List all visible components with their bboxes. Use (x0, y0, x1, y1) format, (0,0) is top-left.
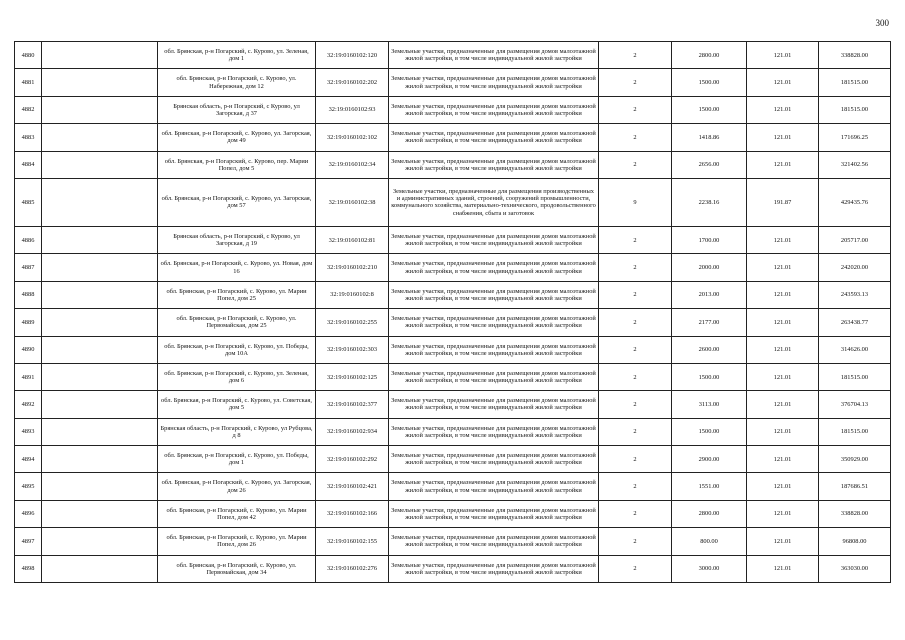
row-number-cell: 4886 (15, 226, 42, 253)
specific-value-cell: 121.01 (747, 446, 819, 473)
row-number-cell: 4885 (15, 178, 42, 226)
address-cell: обл. Брянская, р-н Погарский, с. Курово, ул. Победы, дом 1 (158, 446, 316, 473)
row-number-cell: 4893 (15, 418, 42, 445)
cadastral-value-cell: 181515.00 (819, 69, 891, 96)
land-use-purpose-cell: Земельные участки, предназначенные для размещения домов малоэтажной жилой застройки, в том числе индивидуальной жилой застройки (389, 363, 599, 390)
row-number-cell: 4894 (15, 446, 42, 473)
use-group-code-cell: 2 (599, 124, 672, 151)
area-cell: 1500.00 (672, 96, 747, 123)
specific-value-cell: 121.01 (747, 42, 819, 69)
cadastral-value-cell: 187686.51 (819, 473, 891, 500)
address-cell: обл. Брянская, р-н Погарский, с. Курово, ул. Зеленая, дом 6 (158, 363, 316, 390)
row-number-cell: 4888 (15, 281, 42, 308)
specific-value-cell: 121.01 (747, 69, 819, 96)
row-number-cell: 4895 (15, 473, 42, 500)
address-cell: обл. Брянская, р-н Погарский, с. Курово, ул. Новая, дом 16 (158, 254, 316, 281)
table-row (15, 528, 891, 555)
address-cell: обл. Брянская, р-н Погарский, с. Курово, ул. Советская, дом 5 (158, 391, 316, 418)
cadastral-value-cell: 242020.00 (819, 254, 891, 281)
address-cell: обл. Брянская, р-н Погарский, с. Курово, ул. Первомайская, дом 25 (158, 309, 316, 336)
address-cell: обл. Брянская, р-н Погарский, с. Курово, ул. Зеленая, дом 1 (158, 42, 316, 69)
area-cell: 2000.00 (672, 254, 747, 281)
table-row (15, 151, 891, 178)
cadastral-value-cell: 205717.00 (819, 226, 891, 253)
use-group-code-cell: 2 (599, 254, 672, 281)
area-cell: 800.00 (672, 528, 747, 555)
use-group-code-cell: 2 (599, 69, 672, 96)
land-use-purpose-cell: Земельные участки, предназначенные для размещения домов малоэтажной жилой застройки, в том числе индивидуальной жилой застройки (389, 151, 599, 178)
specific-value-cell: 121.01 (747, 500, 819, 527)
table-row (15, 42, 891, 69)
address-cell: обл. Брянская, р-н Погарский, с. Курово, ул. Марии Попел, дом 26 (158, 528, 316, 555)
table-row (15, 309, 891, 336)
row-number-cell: 4892 (15, 391, 42, 418)
cadastral-value-cell: 243593.13 (819, 281, 891, 308)
specific-value-cell: 121.01 (747, 151, 819, 178)
specific-value-cell: 121.01 (747, 309, 819, 336)
blank-cell (42, 309, 158, 336)
cadastral-value-cell: 181515.00 (819, 363, 891, 390)
cadastral-number-cell: 32:19:0160102:81 (316, 226, 389, 253)
row-number-cell: 4890 (15, 336, 42, 363)
area-cell: 3113.00 (672, 391, 747, 418)
cadastral-value-cell: 263438.77 (819, 309, 891, 336)
cadastral-number-cell: 32:19:0160102:8 (316, 281, 389, 308)
area-cell: 2656.00 (672, 151, 747, 178)
table-row (15, 281, 891, 308)
land-use-purpose-cell: Земельные участки, предназначенные для размещения производственных и административных зданий, строений, сооружений промышленности, коммунального хозяйства, материально-технического, продовольственного снабжения, сбыта и заготовок (389, 178, 599, 226)
use-group-code-cell: 2 (599, 555, 672, 582)
use-group-code-cell: 2 (599, 151, 672, 178)
land-use-purpose-cell: Земельные участки, предназначенные для размещения домов малоэтажной жилой застройки, в том числе индивидуальной жилой застройки (389, 528, 599, 555)
area-cell: 1500.00 (672, 418, 747, 445)
blank-cell (42, 363, 158, 390)
table-row (15, 226, 891, 253)
land-use-purpose-cell: Земельные участки, предназначенные для размещения домов малоэтажной жилой застройки, в том числе индивидуальной жилой застройки (389, 446, 599, 473)
row-number-cell: 4881 (15, 69, 42, 96)
cadastral-value-cell: 338828.00 (819, 500, 891, 527)
cadastral-number-cell: 32:19:0160102:421 (316, 473, 389, 500)
specific-value-cell: 121.01 (747, 124, 819, 151)
area-cell: 2600.00 (672, 336, 747, 363)
use-group-code-cell: 2 (599, 446, 672, 473)
address-cell: обл. Брянская, р-н Погарский, с. Курово, ул. Набережная, дом 12 (158, 69, 316, 96)
land-use-purpose-cell: Земельные участки, предназначенные для размещения домов малоэтажной жилой застройки, в том числе индивидуальной жилой застройки (389, 69, 599, 96)
row-number-cell: 4897 (15, 528, 42, 555)
address-cell: обл. Брянская, р-н Погарский, с. Курово, ул. Загорская, дом 26 (158, 473, 316, 500)
table-row (15, 473, 891, 500)
cadastral-number-cell: 32:19:0160102:34 (316, 151, 389, 178)
row-number-cell: 4884 (15, 151, 42, 178)
address-cell: обл. Брянская, р-н Погарский, с. Курово, ул. Марии Попел, дом 42 (158, 500, 316, 527)
row-number-cell: 4880 (15, 42, 42, 69)
blank-cell (42, 473, 158, 500)
land-use-purpose-cell: Земельные участки, предназначенные для размещения домов малоэтажной жилой застройки, в том числе индивидуальной жилой застройки (389, 281, 599, 308)
cadastral-number-cell: 32:19:0160102:202 (316, 69, 389, 96)
cadastral-number-cell: 32:19:0160102:934 (316, 418, 389, 445)
table-row (15, 363, 891, 390)
row-number-cell: 4887 (15, 254, 42, 281)
address-cell: Брянская область, р-н Погарский, с Курово, ул Загорская, д 37 (158, 96, 316, 123)
use-group-code-cell: 2 (599, 336, 672, 363)
cadastral-value-cell: 338828.00 (819, 42, 891, 69)
land-registry-table (14, 41, 891, 583)
table-row (15, 124, 891, 151)
cadastral-value-cell: 363030.00 (819, 555, 891, 582)
table-row (15, 96, 891, 123)
address-cell: обл. Брянская, р-н Погарский, с. Курово, ул. Загорская, дом 49 (158, 124, 316, 151)
cadastral-number-cell: 32:19:0160102:292 (316, 446, 389, 473)
use-group-code-cell: 2 (599, 391, 672, 418)
specific-value-cell: 121.01 (747, 473, 819, 500)
blank-cell (42, 42, 158, 69)
land-use-purpose-cell: Земельные участки, предназначенные для размещения домов малоэтажной жилой застройки, в том числе индивидуальной жилой застройки (389, 418, 599, 445)
use-group-code-cell: 9 (599, 178, 672, 226)
cadastral-value-cell: 181515.00 (819, 96, 891, 123)
specific-value-cell: 121.01 (747, 336, 819, 363)
cadastral-number-cell: 32:19:0160102:93 (316, 96, 389, 123)
row-number-cell: 4883 (15, 124, 42, 151)
cadastral-number-cell: 32:19:0160102:38 (316, 178, 389, 226)
use-group-code-cell: 2 (599, 96, 672, 123)
specific-value-cell: 121.01 (747, 96, 819, 123)
cadastral-number-cell: 32:19:0160102:166 (316, 500, 389, 527)
cadastral-number-cell: 32:19:0160102:377 (316, 391, 389, 418)
table-row (15, 555, 891, 582)
cadastral-number-cell: 32:19:0160102:155 (316, 528, 389, 555)
cadastral-number-cell: 32:19:0160102:210 (316, 254, 389, 281)
cadastral-value-cell: 181515.00 (819, 418, 891, 445)
row-number-cell: 4891 (15, 363, 42, 390)
address-cell: обл. Брянская, р-н Погарский, с. Курово, ул. Марии Попел, дом 25 (158, 281, 316, 308)
table-row (15, 500, 891, 527)
land-use-purpose-cell: Земельные участки, предназначенные для размещения домов малоэтажной жилой застройки, в том числе индивидуальной жилой застройки (389, 391, 599, 418)
use-group-code-cell: 2 (599, 226, 672, 253)
address-cell: Брянская область, р-н Погарский, с Курово, ул Загорская, д 19 (158, 226, 316, 253)
land-use-purpose-cell: Земельные участки, предназначенные для размещения домов малоэтажной жилой застройки, в том числе индивидуальной жилой застройки (389, 500, 599, 527)
blank-cell (42, 446, 158, 473)
area-cell: 1418.86 (672, 124, 747, 151)
specific-value-cell: 121.01 (747, 391, 819, 418)
use-group-code-cell: 2 (599, 528, 672, 555)
address-cell: обл. Брянская, р-н Погарский, с. Курово, пер. Марии Попел, дом 5 (158, 151, 316, 178)
address-cell: обл. Брянская, р-н Погарский, с. Курово, ул. Победы, дом 10А (158, 336, 316, 363)
blank-cell (42, 418, 158, 445)
use-group-code-cell: 2 (599, 281, 672, 308)
land-use-purpose-cell: Земельные участки, предназначенные для размещения домов малоэтажной жилой застройки, в том числе индивидуальной жилой застройки (389, 473, 599, 500)
use-group-code-cell: 2 (599, 418, 672, 445)
table-row (15, 69, 891, 96)
land-use-purpose-cell: Земельные участки, предназначенные для размещения домов малоэтажной жилой застройки, в том числе индивидуальной жилой застройки (389, 226, 599, 253)
area-cell: 2238.16 (672, 178, 747, 226)
area-cell: 2900.00 (672, 446, 747, 473)
table-body (15, 42, 891, 583)
specific-value-cell: 121.01 (747, 418, 819, 445)
blank-cell (42, 96, 158, 123)
blank-cell (42, 500, 158, 527)
table-row (15, 254, 891, 281)
area-cell: 2013.00 (672, 281, 747, 308)
area-cell: 2800.00 (672, 42, 747, 69)
cadastral-value-cell: 321402.56 (819, 151, 891, 178)
blank-cell (42, 69, 158, 96)
row-number-cell: 4889 (15, 309, 42, 336)
area-cell: 1551.00 (672, 473, 747, 500)
use-group-code-cell: 2 (599, 500, 672, 527)
cadastral-value-cell: 314626.00 (819, 336, 891, 363)
blank-cell (42, 226, 158, 253)
land-use-purpose-cell: Земельные участки, предназначенные для размещения домов малоэтажной жилой застройки, в том числе индивидуальной жилой застройки (389, 555, 599, 582)
land-use-purpose-cell: Земельные участки, предназначенные для размещения домов малоэтажной жилой застройки, в том числе индивидуальной жилой застройки (389, 96, 599, 123)
page-number: 300 (875, 18, 889, 28)
blank-cell (42, 528, 158, 555)
use-group-code-cell: 2 (599, 363, 672, 390)
blank-cell (42, 254, 158, 281)
land-use-purpose-cell: Земельные участки, предназначенные для размещения домов малоэтажной жилой застройки, в том числе индивидуальной жилой застройки (389, 42, 599, 69)
area-cell: 2177.00 (672, 309, 747, 336)
cadastral-value-cell: 96808.00 (819, 528, 891, 555)
blank-cell (42, 124, 158, 151)
use-group-code-cell: 2 (599, 42, 672, 69)
use-group-code-cell: 2 (599, 309, 672, 336)
table-row (15, 446, 891, 473)
cadastral-value-cell: 171696.25 (819, 124, 891, 151)
specific-value-cell: 121.01 (747, 528, 819, 555)
area-cell: 1700.00 (672, 226, 747, 253)
use-group-code-cell: 2 (599, 473, 672, 500)
row-number-cell: 4896 (15, 500, 42, 527)
specific-value-cell: 121.01 (747, 254, 819, 281)
area-cell: 1500.00 (672, 69, 747, 96)
specific-value-cell: 121.01 (747, 363, 819, 390)
blank-cell (42, 151, 158, 178)
blank-cell (42, 391, 158, 418)
blank-cell (42, 555, 158, 582)
blank-cell (42, 336, 158, 363)
cadastral-number-cell: 32:19:0160102:255 (316, 309, 389, 336)
address-cell: обл. Брянская, р-н Погарский, с. Курово, ул. Загорская, дом 57 (158, 178, 316, 226)
cadastral-value-cell: 376704.13 (819, 391, 891, 418)
specific-value-cell: 191.87 (747, 178, 819, 226)
cadastral-number-cell: 32:19:0160102:102 (316, 124, 389, 151)
area-cell: 1500.00 (672, 363, 747, 390)
area-cell: 3000.00 (672, 555, 747, 582)
cadastral-value-cell: 350929.00 (819, 446, 891, 473)
blank-cell (42, 281, 158, 308)
cadastral-number-cell: 32:19:0160102:276 (316, 555, 389, 582)
specific-value-cell: 121.01 (747, 281, 819, 308)
row-number-cell: 4882 (15, 96, 42, 123)
cadastral-number-cell: 32:19:0160102:120 (316, 42, 389, 69)
table-row (15, 336, 891, 363)
cadastral-number-cell: 32:19:0160102:125 (316, 363, 389, 390)
cadastral-value-cell: 429435.76 (819, 178, 891, 226)
land-use-purpose-cell: Земельные участки, предназначенные для размещения домов малоэтажной жилой застройки, в том числе индивидуальной жилой застройки (389, 336, 599, 363)
area-cell: 2800.00 (672, 500, 747, 527)
address-cell: обл. Брянская, р-н Погарский, с. Курово, ул. Первомайская, дом 34 (158, 555, 316, 582)
blank-cell (42, 178, 158, 226)
land-use-purpose-cell: Земельные участки, предназначенные для размещения домов малоэтажной жилой застройки, в том числе индивидуальной жилой застройки (389, 309, 599, 336)
specific-value-cell: 121.01 (747, 226, 819, 253)
land-use-purpose-cell: Земельные участки, предназначенные для размещения домов малоэтажной жилой застройки, в том числе индивидуальной жилой застройки (389, 124, 599, 151)
table-row (15, 391, 891, 418)
cadastral-number-cell: 32:19:0160102:303 (316, 336, 389, 363)
land-use-purpose-cell: Земельные участки, предназначенные для размещения домов малоэтажной жилой застройки, в том числе индивидуальной жилой застройки (389, 254, 599, 281)
address-cell: Брянская область, р-н Погарский, с Курово, ул Рубцова, д 8 (158, 418, 316, 445)
row-number-cell: 4898 (15, 555, 42, 582)
table-row (15, 418, 891, 445)
table-row (15, 178, 891, 226)
specific-value-cell: 121.01 (747, 555, 819, 582)
